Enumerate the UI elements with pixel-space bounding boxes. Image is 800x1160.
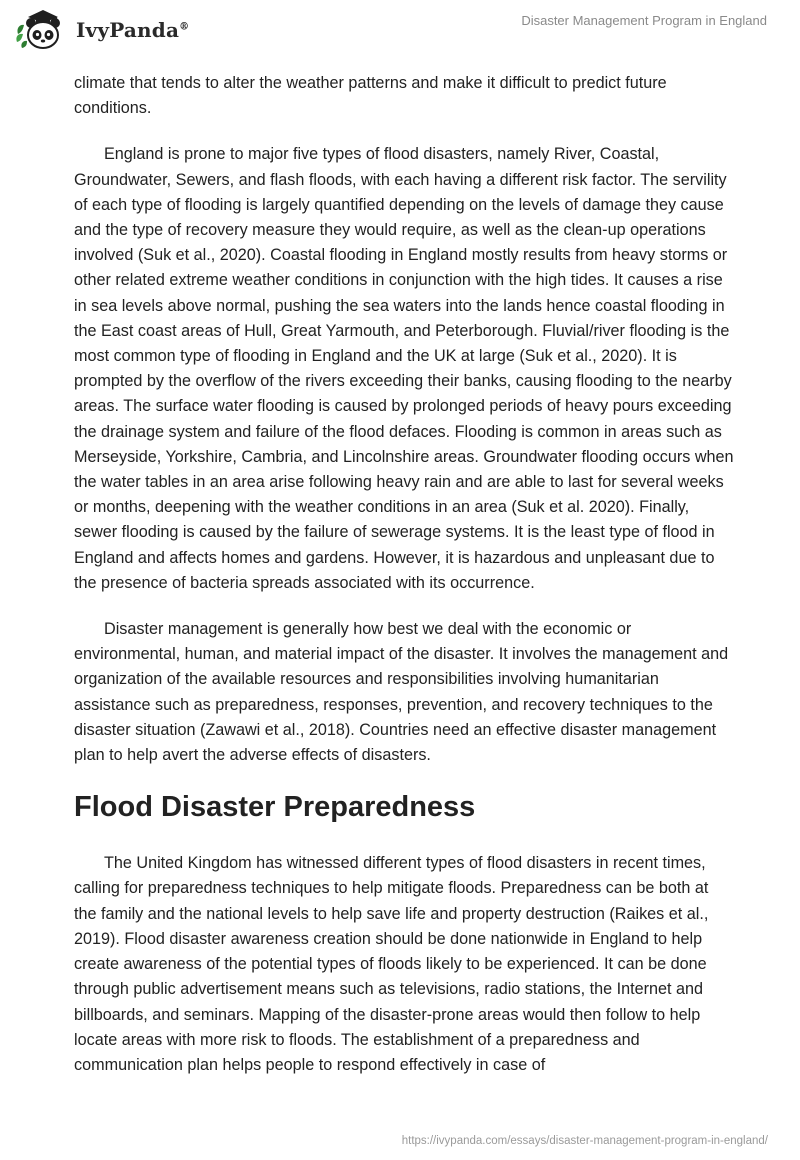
paragraph: climate that tends to alter the weather patterns and make it difficult to predict future conditions.: [74, 74, 667, 118]
paragraph: England is prone to major five types of flood disasters, namely River, Coastal, Groundwater, Sewers, and flash floods, with each having a different risk factor. The servility of each type of flooding is largely quantified depending on the levels of damage they cause and the type of recovery measure they would require, as well as the clean-up operations involved (Suk et al., 2020). Coastal flooding in England mostly results from heavy storms or other related extreme weather conditions in conjunction with the high tides. It causes a rise in sea levels above normal, pushing the sea waters into the lands hence coastal flooding in the East coast areas of Hull, Great Yarmouth, and Peterborough. Fluvial/river flooding is the most common type of flooding in England and the UK at large (Suk et al., 2020). It is prompted by the overflow of the rivers exceeding their banks, causing flooding to the nearby areas. The surface water flooding is caused by prolonged periods of heavy pours exceeding the drainage system and failure of the flood defaces. Flooding is common in areas such as Merseyside, Yorkshire, Cambria, and Lincolnshire areas. Groundwater flooding occurs when the water tables in an area arise following heavy rain and are able to last for several weeks or months, deepening with the weather conditions in an area (Suk et al. 2020). Finally, sewer flooding is caused by the failure of sewerage systems. It is the least type of flood in England and affects homes and gardens. However, it is hazardous and unpleasant due to the presence of bacteria spreads associated with its occurrence.: [74, 145, 734, 592]
panda-graduate-icon: [14, 8, 70, 52]
brand-name: IvyPanda®: [76, 18, 190, 42]
document-title: Disaster Management Program in England: [521, 13, 767, 28]
paragraph: The United Kingdom has witnessed different types of flood disasters in recent times, calling for preparedness techniques to help mitigate floods. Preparedness can be both at the family and the national levels to help save life and property destruction (Raikes et al., 2019). Flood disaster awareness creation should be done nationwide in England to help create awareness of the potential types of floods likely to be experienced. It can be done through public advertisement means such as televisions, radio stations, the Internet and billboards, and seminars. Mapping of the disaster-prone areas would then follow to help locate areas with more risk to floods. The establishment of a preparedness and communication plan helps people to respond effectively in case of: [74, 854, 709, 1074]
article-body: [74, 71, 734, 1099]
source-url[interactable]: https://ivypanda.com/essays/disaster-management-program-in-england/: [401, 1135, 768, 1147]
ivypanda-logo[interactable]: [14, 8, 189, 52]
paragraph: Disaster management is generally how best we deal with the economic or environmental, human, and material impact of the disaster. It involves the management and organization of the available resources and responsibilities involving humanitarian assistance such as preparedness, responses, prevention, and recovery techniques to the disaster situation (Zawawi et al., 2018). Countries need an effective disaster management plan to help avert the adverse effects of disasters.: [74, 620, 729, 765]
page-header: [0, 0, 800, 60]
section-heading: Flood Disaster Preparedness: [74, 791, 476, 824]
